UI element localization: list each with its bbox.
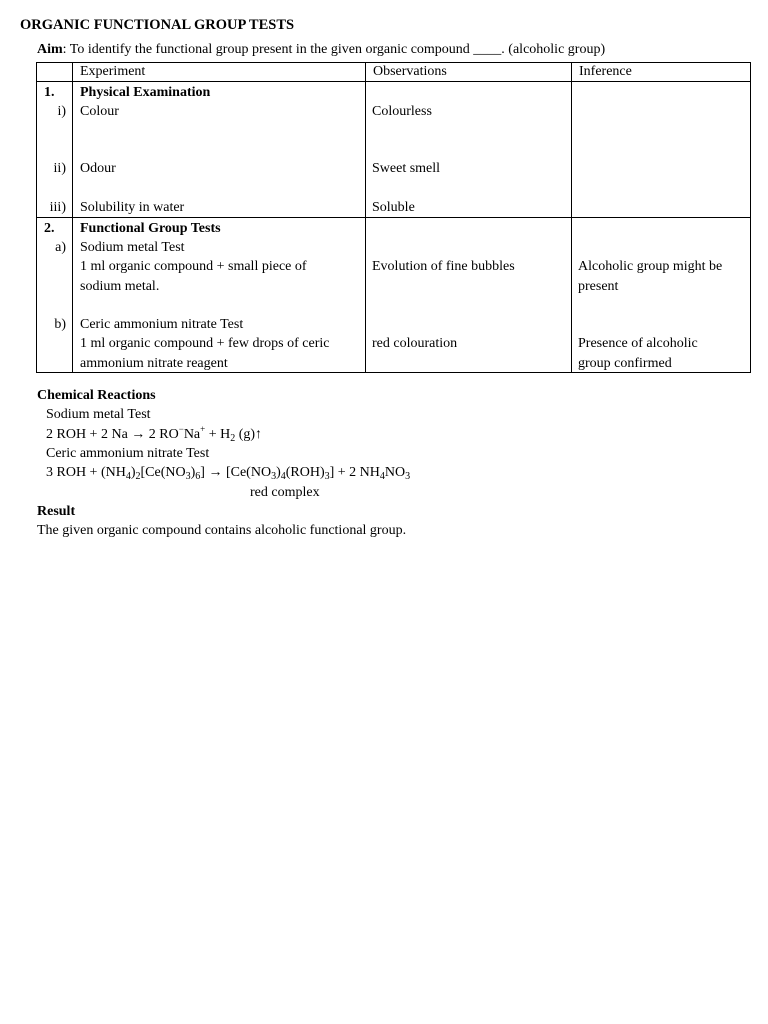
ceric-procedure-line-1: 1 ml organic compound + few drops of ceric [80, 336, 330, 351]
aim-statement [37, 43, 605, 57]
experiment-solubility: Solubility in water [80, 200, 185, 215]
reactions-heading: Chemical Reactions [37, 388, 156, 403]
sodium-test-name: Sodium metal Test [80, 240, 185, 255]
sodium-procedure-line-1: 1 ml organic compound + small piece of [80, 259, 307, 274]
inference-sodium-line-2: present [578, 279, 619, 294]
row-num-i: i) [57, 104, 66, 119]
row-num-iii: iii) [49, 200, 66, 215]
section1-number-cell [37, 82, 73, 218]
ceric-procedure-line-2: ammonium nitrate reagent [80, 356, 228, 371]
sodium-procedure-line-2: sodium metal. [80, 279, 160, 294]
section2-observation-cell [366, 218, 572, 373]
ceric-test-name: Ceric ammonium nitrate Test [80, 317, 244, 332]
ceric-equation: 3 ROH + $(NH_4)_2[Ce(NO_3)_6] \to [Ce(NO_3)_4(ROH)_3] + 2$ $NH_4NO_3$ [46, 465, 411, 482]
experiment-table [36, 62, 751, 373]
aim-text: : To identify the functional group present in the given organic compound ____. (alcoholic group) [62, 42, 606, 57]
section-physical-examination [37, 82, 751, 218]
red-complex-label: red complex [250, 485, 320, 500]
row-num-ii: ii) [53, 161, 66, 176]
observation-sodium: Evolution of fine bubbles [372, 259, 515, 274]
ceric-test-label: Ceric ammonium nitrate Test [46, 446, 210, 461]
header-experiment: Experiment [73, 63, 366, 82]
sodium-test-label: Sodium metal Test [46, 407, 151, 422]
result-heading: Result [37, 504, 76, 519]
section1-title: Physical Examination [80, 85, 211, 100]
header-inference: Inference [572, 63, 751, 82]
section1-number: 1. [44, 85, 55, 100]
inference-ceric-line-1: Presence of alcoholic [578, 336, 698, 351]
section2-number-cell [37, 218, 73, 373]
header-observations: Observations [366, 63, 572, 82]
table-header-row [37, 63, 751, 82]
header-number [37, 63, 73, 82]
section1-experiment-cell [73, 82, 366, 218]
section-functional-group-tests [37, 218, 751, 373]
row-num-b: b) [54, 317, 66, 332]
section2-title: Functional Group Tests [80, 221, 221, 236]
observation-colour: Colourless [372, 104, 432, 119]
document-title: ORGANIC FUNCTIONAL GROUP TESTS [20, 17, 295, 33]
observation-ceric: red colouration [372, 336, 458, 351]
experiment-odour: Odour [80, 161, 116, 176]
section1-observation-cell [366, 82, 572, 218]
section2-number: 2. [44, 221, 55, 236]
observation-odour: Sweet smell [372, 161, 441, 176]
inference-ceric-line-2: group confirmed [578, 356, 672, 371]
observation-solubility: Soluble [372, 200, 415, 215]
aim-label: Aim [37, 42, 63, 57]
sodium-equation: 2 ROH + 2 Na → 2 $RO^-Na^+ + H_2$ (g)↑ [46, 424, 263, 444]
experiment-colour: Colour [80, 104, 119, 119]
section1-inference-cell [572, 82, 751, 218]
result-text: The given organic compound contains alcoholic functional group. [37, 523, 407, 538]
row-num-a: a) [55, 240, 66, 255]
section2-inference-cell [572, 218, 751, 373]
inference-sodium-line-1: Alcoholic group might be [578, 259, 723, 274]
section2-experiment-cell [73, 218, 366, 373]
